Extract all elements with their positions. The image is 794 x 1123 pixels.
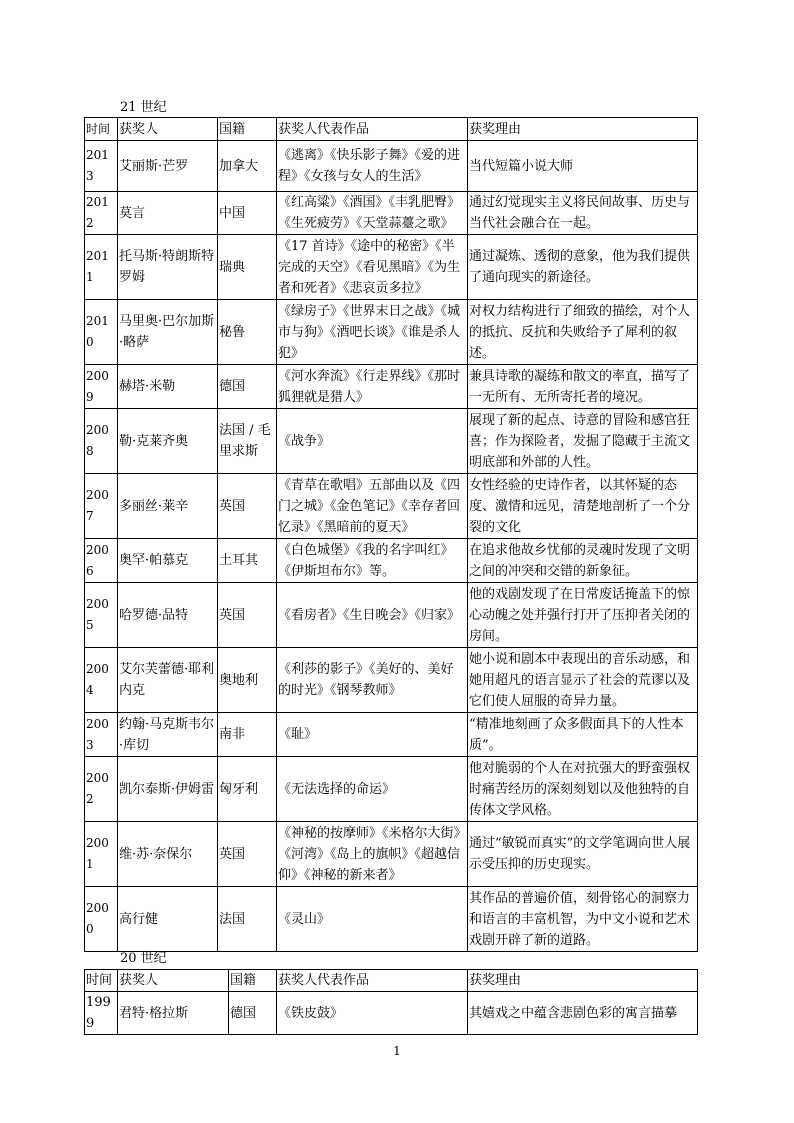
header-time: 时间 — [85, 970, 118, 992]
year-cell: 2012 — [85, 192, 118, 235]
nationality-cell: 法国 / 毛里求斯 — [218, 409, 277, 474]
reason-cell: 展现了新的起点、诗意的冒险和感官狂喜；作为探险者，发掘了隐藏于主流文明底部和外部的人性。 — [468, 409, 698, 474]
winner-cell: 君特·格拉斯 — [118, 992, 229, 1035]
nationality-cell: 秘鲁 — [218, 300, 277, 365]
table-row — [85, 648, 698, 713]
works-cell: 《战争》 — [277, 409, 468, 474]
reason-cell: 他对脆弱的个人在对抗强大的野蛮强权时痛苦经历的深刻刻划以及他独特的自传体文学风格。 — [468, 757, 698, 822]
year-cell: 2009 — [85, 365, 118, 409]
year-cell: 2003 — [85, 713, 118, 757]
reason-cell: 女性经验的史诗作者，以其怀疑的态度、激情和远见，清楚地剖析了一个分裂的文化 — [468, 474, 698, 539]
table-row — [85, 992, 698, 1035]
winner-cell: 赫塔·米勒 — [118, 365, 218, 409]
winner-cell: 凯尔泰斯·伊姆雷 — [118, 757, 218, 822]
table-header-row — [85, 970, 698, 992]
table-row — [85, 583, 698, 648]
winner-cell: 莫言 — [118, 192, 218, 235]
year-cell: 1999 — [85, 992, 118, 1035]
winner-cell: 奥罕·帕慕克 — [118, 539, 218, 583]
table-row — [85, 365, 698, 409]
works-cell: 《铁皮鼓》 — [277, 992, 468, 1035]
year-cell: 2008 — [85, 409, 118, 474]
page-number: 1 — [393, 1044, 401, 1058]
year-cell: 2013 — [85, 141, 118, 192]
reason-cell: 她小说和剧本中表现出的音乐动感，和她用超凡的语言显示了社会的荒谬以及它们使人屈服的奇异力量。 — [468, 648, 698, 713]
winner-cell: 艾尔芙蕾德·耶利内克 — [118, 648, 218, 713]
works-cell: 《17 首诗》《途中的秘密》《半完成的天空》《看见黑暗》《为生者和死者》《悲哀贡多拉》 — [277, 235, 468, 300]
nationality-cell: 法国 — [218, 887, 277, 952]
reason-cell: 兼具诗歌的凝练和散文的率直，描写了一无所有、无所寄托者的境况。 — [468, 365, 698, 409]
reason-cell: 在追求他故乡忧郁的灵魂时发现了文明之间的冲突和交错的新象征。 — [468, 539, 698, 583]
winner-cell: 高行健 — [118, 887, 218, 952]
reason-cell: 对权力结构进行了细致的描绘，对个人的抵抗、反抗和失败给予了犀利的叙述。 — [468, 300, 698, 365]
nationality-cell: 南非 — [218, 713, 277, 757]
section-label-21st-century: 21 世纪 — [120, 100, 167, 115]
table-row — [85, 713, 698, 757]
table-header-row — [85, 118, 698, 141]
nationality-cell: 奥地利 — [218, 648, 277, 713]
nobel-table-21st-century — [84, 117, 698, 952]
works-cell: 《神秘的按摩师》《米格尔大街》《河湾》《岛上的旗帜》《超越信仰》《神秘的新来者》 — [277, 822, 468, 887]
winner-cell: 哈罗德·品特 — [118, 583, 218, 648]
year-cell: 2007 — [85, 474, 118, 539]
reason-cell: 其作品的普遍价值，刻骨铭心的洞察力和语言的丰富机智，为中文小说和艺术戏剧开辟了新的道路。 — [468, 887, 698, 952]
reason-cell: 其嬉戏之中蕴含悲剧色彩的寓言描摹 — [468, 992, 698, 1035]
nobel-table-20th-century — [84, 969, 698, 1035]
works-cell: 《河水奔流》《行走界线》《那时狐狸就是猎人》 — [277, 365, 468, 409]
reason-cell: “精准地刻画了众多假面具下的人性本质”。 — [468, 713, 698, 757]
header-winner: 获奖人 — [118, 118, 218, 141]
header-nationality: 国籍 — [229, 970, 277, 992]
nationality-cell: 匈牙利 — [218, 757, 277, 822]
works-cell: 《逃离》《快乐影子舞》《爱的进程》《女孩与女人的生活》 — [277, 141, 468, 192]
year-cell: 2006 — [85, 539, 118, 583]
header-works: 获奖人代表作品 — [277, 118, 468, 141]
works-cell: 《红高粱》《酒国》《丰乳肥臀》《生死疲劳》《天堂蒜薹之歌》 — [277, 192, 468, 235]
nationality-cell: 中国 — [218, 192, 277, 235]
header-reason: 获奖理由 — [468, 970, 698, 992]
winner-cell: 维·苏·奈保尔 — [118, 822, 218, 887]
year-cell: 2004 — [85, 648, 118, 713]
nationality-cell: 英国 — [218, 822, 277, 887]
works-cell: 《耻》 — [277, 713, 468, 757]
header-reason: 获奖理由 — [468, 118, 698, 141]
works-cell: 《看房者》《生日晚会》《归家》 — [277, 583, 468, 648]
reason-cell: 通过幻觉现实主义将民间故事、历史与当代社会融合在一起。 — [468, 192, 698, 235]
table-row — [85, 192, 698, 235]
nationality-cell: 德国 — [229, 992, 277, 1035]
works-cell: 《绿房子》《世界末日之战》《城市与狗》《酒吧长谈》《谁是杀人犯》 — [277, 300, 468, 365]
year-cell: 2005 — [85, 583, 118, 648]
winner-cell: 多丽丝·莱辛 — [118, 474, 218, 539]
works-cell: 《无法选择的命运》 — [277, 757, 468, 822]
winner-cell: 托马斯·特朗斯特罗姆 — [118, 235, 218, 300]
works-cell: 《青草在歌唱》五部曲以及《四门之城》《金色笔记》《幸存者回忆录》《黑暗前的夏天》 — [277, 474, 468, 539]
works-cell: 《利莎的影子》《美好的、美好的时光》《钢琴教师》 — [277, 648, 468, 713]
reason-cell: 他的戏剧发现了在日常废话掩盖下的惊心动魄之处并强行打开了压抑者关闭的房间。 — [468, 583, 698, 648]
table-row — [85, 141, 698, 192]
table-row — [85, 539, 698, 583]
winner-cell: 马里奥·巴尔加斯·略萨 — [118, 300, 218, 365]
nationality-cell: 英国 — [218, 474, 277, 539]
year-cell: 2011 — [85, 235, 118, 300]
table-row — [85, 474, 698, 539]
year-cell: 2000 — [85, 887, 118, 952]
year-cell: 2002 — [85, 757, 118, 822]
works-cell: 《白色城堡》《我的名字叫红》《伊斯坦布尔》等。 — [277, 539, 468, 583]
header-nationality: 国籍 — [218, 118, 277, 141]
nationality-cell: 英国 — [218, 583, 277, 648]
reason-cell: 通过“敏锐而真实”的文学笔调向世人展示受压抑的历史现实。 — [468, 822, 698, 887]
winner-cell: 艾丽斯·芒罗 — [118, 141, 218, 192]
nationality-cell: 德国 — [218, 365, 277, 409]
winner-cell: 约翰·马克斯韦尔·库切 — [118, 713, 218, 757]
nationality-cell: 加拿大 — [218, 141, 277, 192]
table-row — [85, 757, 698, 822]
table-row — [85, 822, 698, 887]
nationality-cell: 瑞典 — [218, 235, 277, 300]
header-time: 时间 — [85, 118, 118, 141]
table-row — [85, 300, 698, 365]
year-cell: 2001 — [85, 822, 118, 887]
header-winner: 获奖人 — [118, 970, 229, 992]
table-row — [85, 887, 698, 952]
header-works: 获奖人代表作品 — [277, 970, 468, 992]
winner-cell: 勒·克莱齐奥 — [118, 409, 218, 474]
nationality-cell: 土耳其 — [218, 539, 277, 583]
reason-cell: 当代短篇小说大师 — [468, 141, 698, 192]
works-cell: 《灵山》 — [277, 887, 468, 952]
table-row — [85, 409, 698, 474]
year-cell: 2010 — [85, 300, 118, 365]
section-label-20th-century: 20 世纪 — [120, 951, 167, 966]
table-row — [85, 235, 698, 300]
reason-cell: 通过凝炼、透彻的意象，他为我们提供了通向现实的新途径。 — [468, 235, 698, 300]
